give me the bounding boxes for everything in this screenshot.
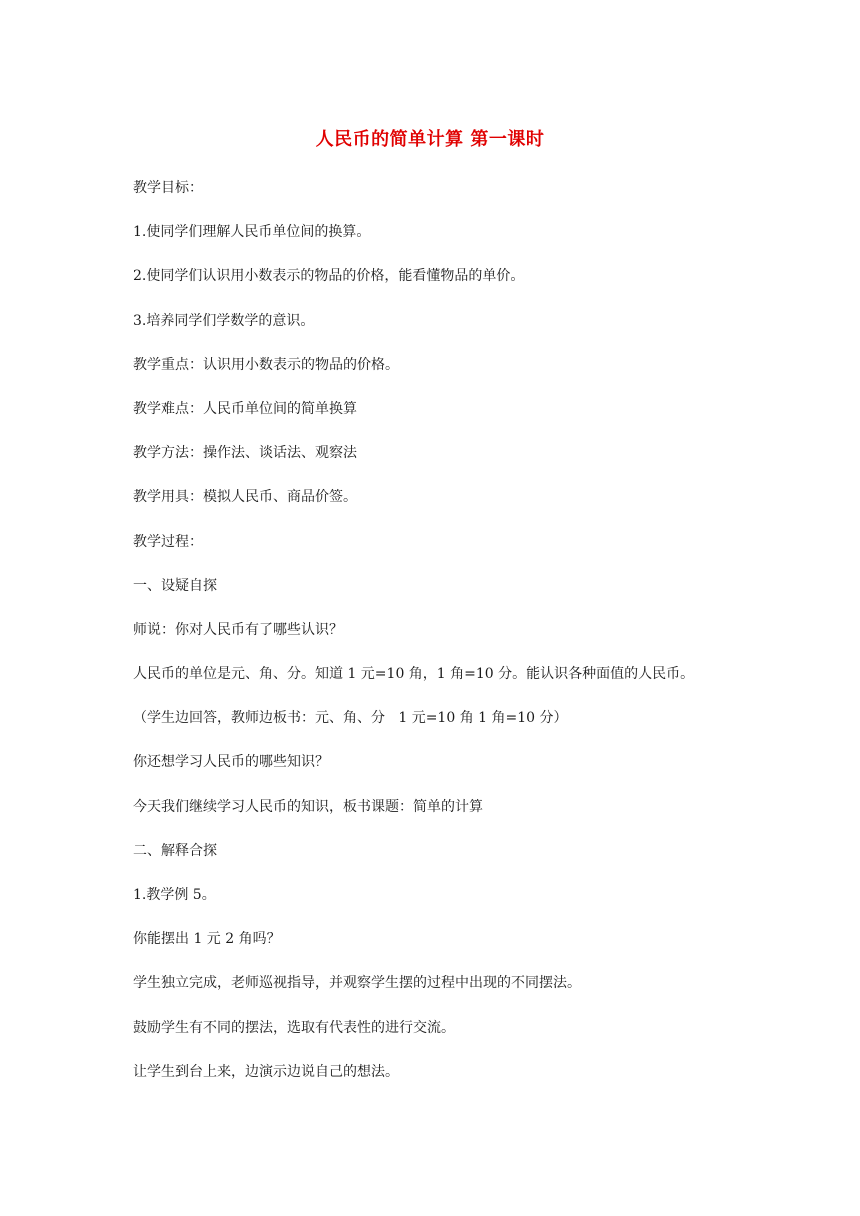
paragraph: 师说：你对人民币有了哪些认识？ bbox=[133, 621, 343, 638]
paragraph: 你能摆出 1 元 2 角吗？ bbox=[133, 931, 281, 948]
paragraph: 人民币的单位是元、角、分。知道 1 元=10 角，1 角=10 分。能认识各种面值的人民币。 bbox=[133, 666, 695, 683]
paragraph: 3.培养同学们学数学的意识。 bbox=[133, 312, 315, 329]
paragraph: 教学重点：认识用小数表示的物品的价格。 bbox=[133, 356, 399, 373]
paragraph: 教学难点：人民币单位间的简单换算 bbox=[133, 400, 357, 417]
paragraph: 你还想学习人民币的哪些知识？ bbox=[133, 754, 329, 771]
paragraph: 教学用具：模拟人民币、商品价签。 bbox=[133, 489, 357, 506]
paragraph: 教学方法：操作法、谈话法、观察法 bbox=[133, 445, 357, 462]
paragraph: 学生独立完成，老师巡视指导，并观察学生摆的过程中出现的不同摆法。 bbox=[133, 975, 581, 992]
paragraph: 让学生到台上来，边演示边说自己的想法。 bbox=[133, 1063, 399, 1080]
paragraph: 今天我们继续学习人民币的知识，板书课题：简单的计算 bbox=[133, 798, 483, 815]
document-body bbox=[133, 178, 733, 1106]
document-title: 人民币的简单计算 第一课时 bbox=[315, 129, 545, 150]
paragraph: 1.教学例 5。 bbox=[133, 887, 216, 903]
paragraph: 教学目标： bbox=[133, 180, 203, 196]
paragraph: （学生边回答，教师边板书：元、角、分 1 元=10 角 1 角=10 分） bbox=[133, 710, 568, 727]
paragraph: 2.使同学们认识用小数表示的物品的价格，能看懂物品的单价。 bbox=[133, 268, 525, 285]
paragraph: 1.使同学们理解人民币单位间的换算。 bbox=[133, 224, 371, 241]
section-heading: 一、设疑自探 bbox=[133, 577, 217, 594]
section-heading: 二、解释合探 bbox=[133, 842, 217, 859]
paragraph: 鼓励学生有不同的摆法，选取有代表性的进行交流。 bbox=[133, 1019, 455, 1036]
paragraph: 教学过程： bbox=[133, 533, 203, 550]
